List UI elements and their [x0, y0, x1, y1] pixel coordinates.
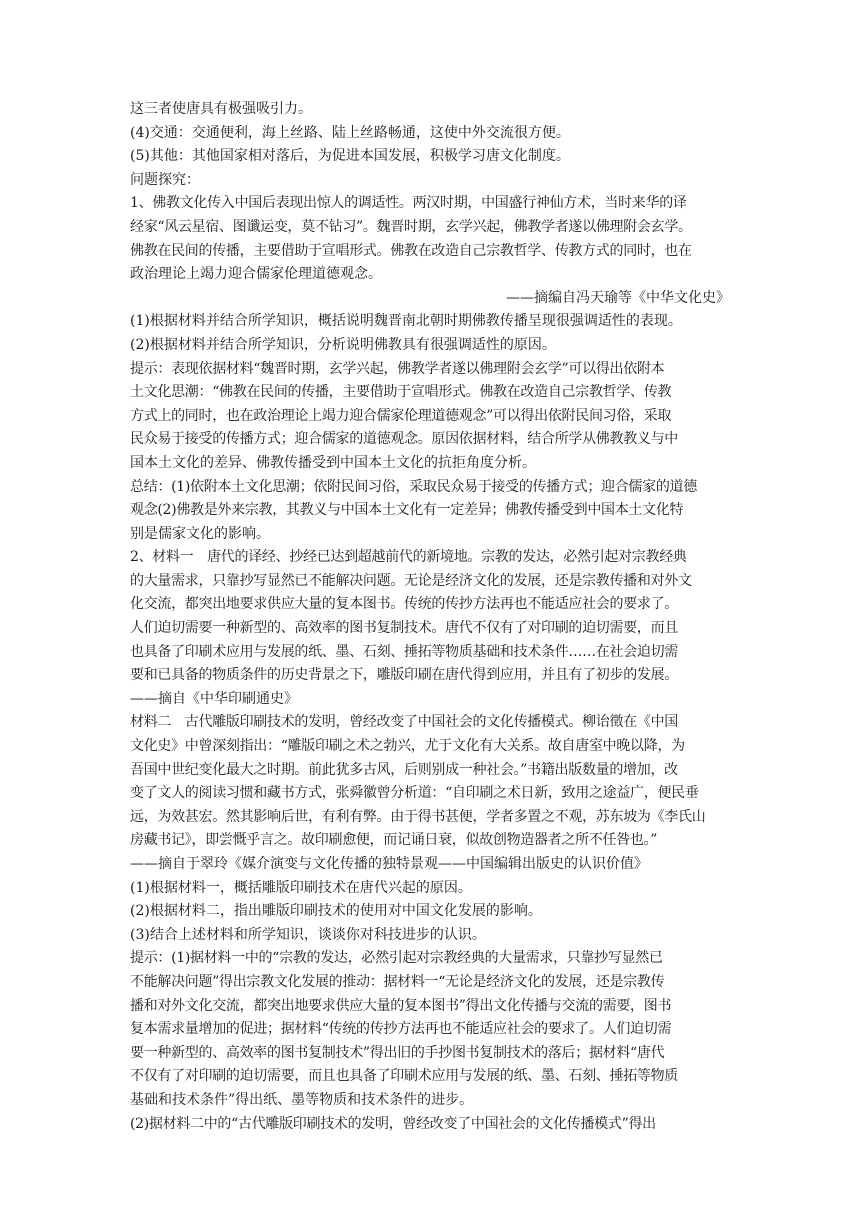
hint-paragraph: (2)据材料二中的“古代雕版印刷技术的发明，曾经改变了中国社会的文化传播模式”得出: [130, 1115, 656, 1132]
source-citation: ——摘自于翠玲《媒介演变与文化传播的独特景观——中国编辑出版史的认识价值》: [130, 856, 648, 872]
text-line: (4)交通：交通便利，海上丝路、陆上丝路畅通，这使中外交流很方便。: [130, 124, 570, 141]
section-heading: 问题探究：: [130, 171, 200, 188]
hint-paragraph: 播和对外文化交流，都突出地要求供应大量的复本图书”得出文化传播与交流的需要，图书: [130, 997, 672, 1014]
hint-paragraph: 不仅有了对印刷的迫切需要，而且也具备了印刷术应用与发展的纸、墨、石刻、捶拓等物质: [130, 1068, 678, 1085]
question-1-material: 政治理论上竭力迎合儒家伦理道德观念。: [130, 266, 382, 283]
hint-paragraph: 提示：表现依据材料“魏晋时期，玄学兴起，佛教学者遂以佛理附会玄学”可以得出依附本: [130, 360, 665, 377]
summary-paragraph: 别是儒家文化的影响。: [130, 525, 270, 542]
question-item: (2)根据材料二，指出雕版印刷技术的使用对中国文化发展的影响。: [130, 903, 542, 920]
question-1-material: 经家“风云星宿、图谶运变，莫不钻习”。魏晋时期，玄学兴起，佛教学者遂以佛理附会玄学。: [130, 218, 692, 235]
question-2-material-2: 变了文人的阅读习惯和藏书方式，张舜徽曾分析道：“自印刷之术日新，致用之途益广，便民垂: [130, 785, 699, 802]
question-2-material-1: 也具备了印刷术应用与发展的纸、墨、石刻、捶拓等物质基础和技术条件……在社会迫切需: [130, 643, 678, 660]
question-2-material-2: 吾国中世纪变化最大之时期。前此犹多古风，后则别成一种社会。”书籍出版数量的增加，改: [130, 761, 678, 778]
hint-paragraph: 民众易于接受的传播方式；迎合儒家的道德观念。原因依据材料，结合所学从佛教教义与中: [130, 431, 678, 448]
question-2-material-1: 的大量需求，只靠抄写显然已不能解决问题。无论是经济文化的发展，还是宗教传播和对外文: [130, 572, 692, 589]
source-citation: ——摘自《中华印刷通史》: [130, 690, 298, 707]
hint-paragraph: 不能解决问题”得出宗教文化发展的推动：据材料一“无论是经济文化的发展，还是宗教传: [130, 973, 665, 990]
question-item: (3)结合上述材料和所学知识，谈谈你对科技进步的认识。: [130, 926, 486, 943]
document-body: [130, 98, 730, 1136]
hint-paragraph: 方式上的同时，也在政治理论上竭力迎合儒家伦理道德观念”可以得出依附民间习俗，采取: [130, 407, 672, 424]
question-1-material: 佛教在民间的传播，主要借助于宣唱形式。佛教在改造自己宗教哲学、传教方式的同时，也在: [130, 242, 692, 259]
question-2-material-2: 房藏书记》，即尝慨乎言之。故印刷愈便，而记诵日衰，似故创物造器者之所不任咎也。”: [130, 832, 658, 849]
hint-paragraph: 复本需求量增加的促进；据材料“传统的传抄方法再也不能适应社会的要求了。人们迫切需: [130, 1021, 672, 1038]
question-2-material-1: 化交流，都突出地要求供应大量的复本图书。传统的传抄方法再也不能适应社会的要求了。: [130, 596, 678, 613]
hint-paragraph: 土文化思潮：“佛教在民间的传播，主要借助于宣唱形式。佛教在改造自己宗教哲学、传教: [130, 384, 672, 401]
text-line: (5)其他：其他国家相对落后，为促进本国发展，积极学习唐文化制度。: [130, 148, 570, 165]
question-1-material: 1、佛教文化传入中国后表现出惊人的调适性。两汉时期，中国盛行神仙方术，当时来华的译: [130, 195, 687, 212]
question-2-material-2: 远，为效甚宏。然其影响后世，有利有弊。由于得书甚便，学者多置之不观，苏东坡为《李氏山: [130, 808, 706, 825]
question-2-material-1: 2、材料一 唐代的译经、抄经已达到超越前代的新境地。宗教的发达，必然引起对宗教经典: [130, 549, 687, 566]
summary-paragraph: 总结：(1)依附本土文化思潮；依附民间习俗，采取民众易于接受的传播方式；迎合儒家的道德: [130, 478, 697, 495]
hint-paragraph: 国本土文化的差异、佛教传播受到中国本土文化的抗拒角度分析。: [130, 454, 536, 471]
question-2-material-1: 人们迫切需要一种新型的、高效率的图书复制技术。唐代不仅有了对印刷的迫切需要，而且: [130, 620, 678, 637]
hint-paragraph: 基础和技术条件”得出纸、墨等物质和技术条件的进步。: [130, 1091, 474, 1108]
hint-paragraph: 要一种新型的、高效率的图书复制技术”得出旧的手抄图书复制技术的落后；据材料“唐代: [130, 1044, 665, 1061]
question-item: (2)根据材料并结合所学知识，分析说明佛教具有很强调适性的原因。: [130, 336, 556, 353]
source-citation: ——摘编自冯天瑜等《中华文化史》: [506, 289, 730, 306]
question-item: (1)根据材料并结合所学知识，概括说明魏晋南北朝时期佛教传播呈现很强调适性的表现。: [130, 313, 682, 330]
question-2-material-2: 文化史》中曾深刻指出：“雕版印刷之术之勃兴，尤于文化有大关系。故自唐室中晚以降，为: [130, 738, 685, 755]
summary-paragraph: 观念(2)佛教是外来宗教，其教义与中国本土文化有一定差异；佛教传播受到中国本土文化特: [130, 502, 684, 519]
question-2-material-2: 材料二 古代雕版印刷技术的发明，曾经改变了中国社会的文化传播模式。柳诒徵在《中国: [130, 714, 678, 731]
text-line: 这三者使唐具有极强吸引力。: [130, 101, 312, 117]
question-item: (1)根据材料一，概括雕版印刷技术在唐代兴起的原因。: [130, 879, 472, 896]
question-2-material-1: 要和已具备的物质条件的历史背景之下，雕版印刷在唐代得到应用，并且有了初步的发展。: [130, 667, 678, 684]
hint-paragraph: 提示：(1)据材料一中的“宗教的发达，必然引起对宗教经典的大量需求，只靠抄写显然已: [130, 950, 663, 967]
